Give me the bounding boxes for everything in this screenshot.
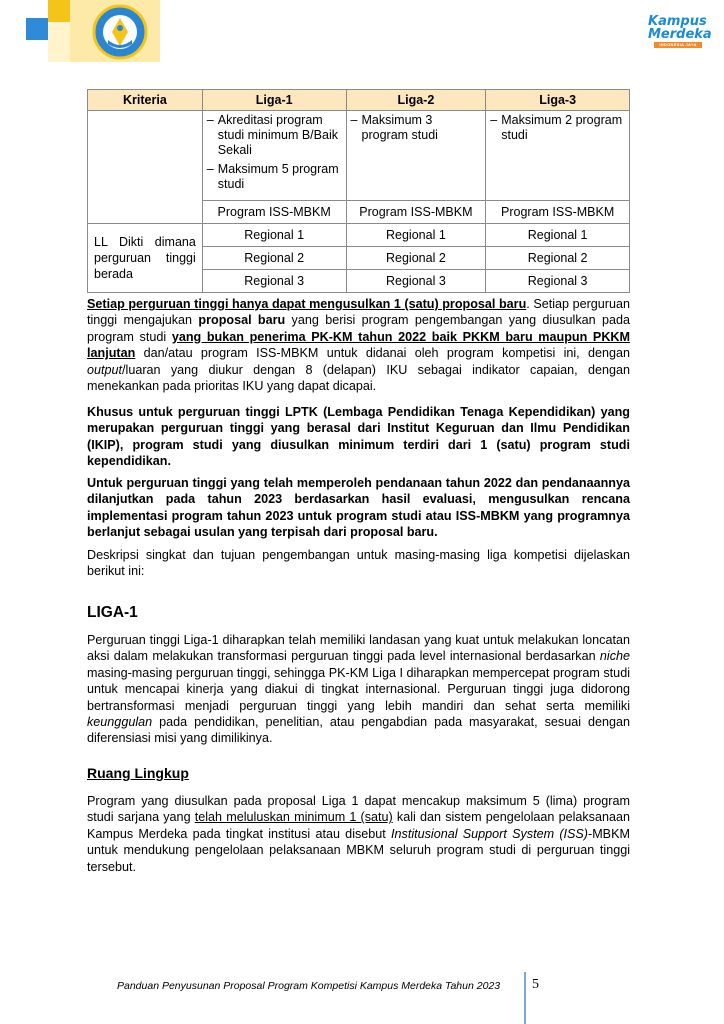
list-item: – Maksimum 5 program studi xyxy=(207,162,342,192)
table-header-cell: Liga-1 xyxy=(202,90,346,111)
paragraph-text: /luaran yang diukur dengan 8 (delapan) IKU sebagai indikator capaian, dengan menekankan pada prioritas IKU yang dapat dicapai. xyxy=(87,362,630,394)
table-cell xyxy=(346,111,486,201)
paragraph-text: kali dan sistem pengelolaan pelaksanaan Kampus Merdeka pada tingkat institusi atau disebut xyxy=(87,810,630,841)
table-header-cell: Liga-2 xyxy=(346,90,486,111)
paragraph-liga-1 xyxy=(87,632,630,747)
emphasis-text: yang bukan penerima PK-KM tahun 2022 baik PKKM baru maupun PKKM lanjutan xyxy=(87,329,631,361)
kampus-merdeka-logo xyxy=(648,14,712,49)
table-cell: Program ISS-MBKM xyxy=(202,201,346,224)
header-decoration xyxy=(48,22,70,62)
table-cell: Regional 3 xyxy=(346,270,486,293)
paragraph-text: Program yang diusulkan pada proposal Liga 1 dapat mencakup maksimum 5 (lima) program studi sarjana yang xyxy=(87,794,630,825)
header-decoration xyxy=(26,18,48,40)
criteria-table xyxy=(87,89,630,293)
table-cell: Regional 3 xyxy=(486,270,630,293)
table-cell xyxy=(202,111,346,201)
table-cell-label: LL Dikti dimana perguruan tinggi berada xyxy=(88,224,203,293)
list-item: – Maksimum 3 program studi xyxy=(351,113,482,143)
table-cell: Regional 1 xyxy=(486,224,630,247)
paragraph-text: Perguruan tinggi Liga-1 diharapkan telah memiliki landasan yang kuat untuk melakukan loncatan aksi dalam melakukan transformasi perguruan tinggi pada level internasional berdasarkan xyxy=(87,633,630,664)
page-number: 5 xyxy=(532,977,539,992)
paragraph-ruang-lingkup xyxy=(87,793,630,875)
table-cell xyxy=(486,111,630,201)
table-row xyxy=(88,224,630,247)
paragraph-text: -MBKM untuk mendukung pengelolaan pelaksanaan MBKM seluruh program studi di perguruan tinggi tersebut. xyxy=(87,826,630,874)
paragraph-text: . Setiap perguruan tinggi mengajukan xyxy=(87,297,631,328)
underlined-text: telah meluluskan minimum 1 (satu) xyxy=(194,810,393,825)
paragraph-proposal-rule xyxy=(87,296,630,394)
table-row xyxy=(88,111,630,201)
section-heading-ruang-lingkup: Ruang Lingkup xyxy=(87,765,189,781)
list-item: – Akreditasi program studi minimum B/Baik Sekali xyxy=(207,113,342,158)
paragraph-continuation: Untuk perguruan tinggi yang telah memperoleh pendanaan tahun 2022 dan pendanaannya dilanjutkan pada tahun 2023 berdasarkan hasil evaluasi, mengusulkan rencana implementasi program tahun 2023 untuk program studi atau ISS-MBKM yang programnya berlanjut sebagai usulan yang terpisah dari proposal baru. xyxy=(87,476,630,540)
section-heading-liga-1: LIGA-1 xyxy=(87,604,138,621)
logo-line-2: Merdeka xyxy=(648,27,712,42)
paragraph-text: yang berisi program pengembangan yang diusulkan pada program studi xyxy=(87,313,630,344)
italic-text: output xyxy=(87,362,123,377)
list-item: – Maksimum 2 program studi xyxy=(490,113,625,143)
emphasis-text: Setiap perguruan tinggi hanya dapat mengusulkan 1 (satu) proposal baru xyxy=(87,297,527,311)
paragraph-text: masing-masing perguruan tinggi, sehingga PK-KM Liga I diharapkan mempercepat program studi untuk mencapai kinerja yang diakui di tingkat internasional. Perguruan tinggi juga didorong bertransformasi menjadi perguruan tinggi yang lebih mandiri dan sehat serta memiliki xyxy=(87,665,630,713)
table-cell: Regional 2 xyxy=(202,247,346,270)
table-header-cell: Liga-3 xyxy=(486,90,630,111)
table-header-row xyxy=(88,90,630,111)
table-header-cell: Kriteria xyxy=(88,90,203,111)
logo-line-1: Kampus xyxy=(648,14,707,29)
paragraph-lptk: Khusus untuk perguruan tinggi LPTK (Lembaga Pendidikan Tenaga Kependidikan) yang merupakan perguruan tinggi yang berasal dari Institut Keguruan dan Ilmu Pendidikan (IKIP), program studi yang diusulkan minimum terdiri dari 1 (satu) program studi kependidikan. xyxy=(87,405,630,469)
paragraph-description: Deskripsi singkat dan tujuan pengembangan untuk masing-masing liga kompetisi dijelaskan berikut ini: xyxy=(87,548,630,579)
footer-text: Panduan Penyusunan Proposal Program Kompetisi Kampus Merdeka Tahun 2023 xyxy=(117,980,501,992)
table-cell: Regional 2 xyxy=(486,247,630,270)
table-cell: Regional 3 xyxy=(202,270,346,293)
table-cell: Program ISS-MBKM xyxy=(486,201,630,224)
table-cell: Regional 1 xyxy=(202,224,346,247)
table-cell: Regional 1 xyxy=(346,224,486,247)
table-cell: Program ISS-MBKM xyxy=(346,201,486,224)
italic-text: niche xyxy=(599,649,630,664)
footer-divider xyxy=(524,972,526,1024)
emphasis-text: proposal baru xyxy=(198,313,286,328)
header-decoration xyxy=(0,0,26,22)
paragraph-text: dan/atau program ISS-MBKM untuk didanai oleh program kompetisi ini, dengan xyxy=(135,346,630,361)
table-cell-empty xyxy=(88,111,203,224)
italic-text: Institusional Support System (ISS) xyxy=(391,826,588,841)
logo-tagline: INDONESIA JAYA xyxy=(654,42,702,48)
italic-text: keunggulan xyxy=(87,715,153,730)
table-cell: Regional 2 xyxy=(346,247,486,270)
tut-wuri-handayani-logo xyxy=(92,4,148,60)
header-decoration xyxy=(48,0,70,22)
paragraph-text: pada pendidikan, penelitian, atau pengabdian pada masyarakat, sesuai dengan diferensiasi misi yang dimilikinya. xyxy=(87,715,630,746)
